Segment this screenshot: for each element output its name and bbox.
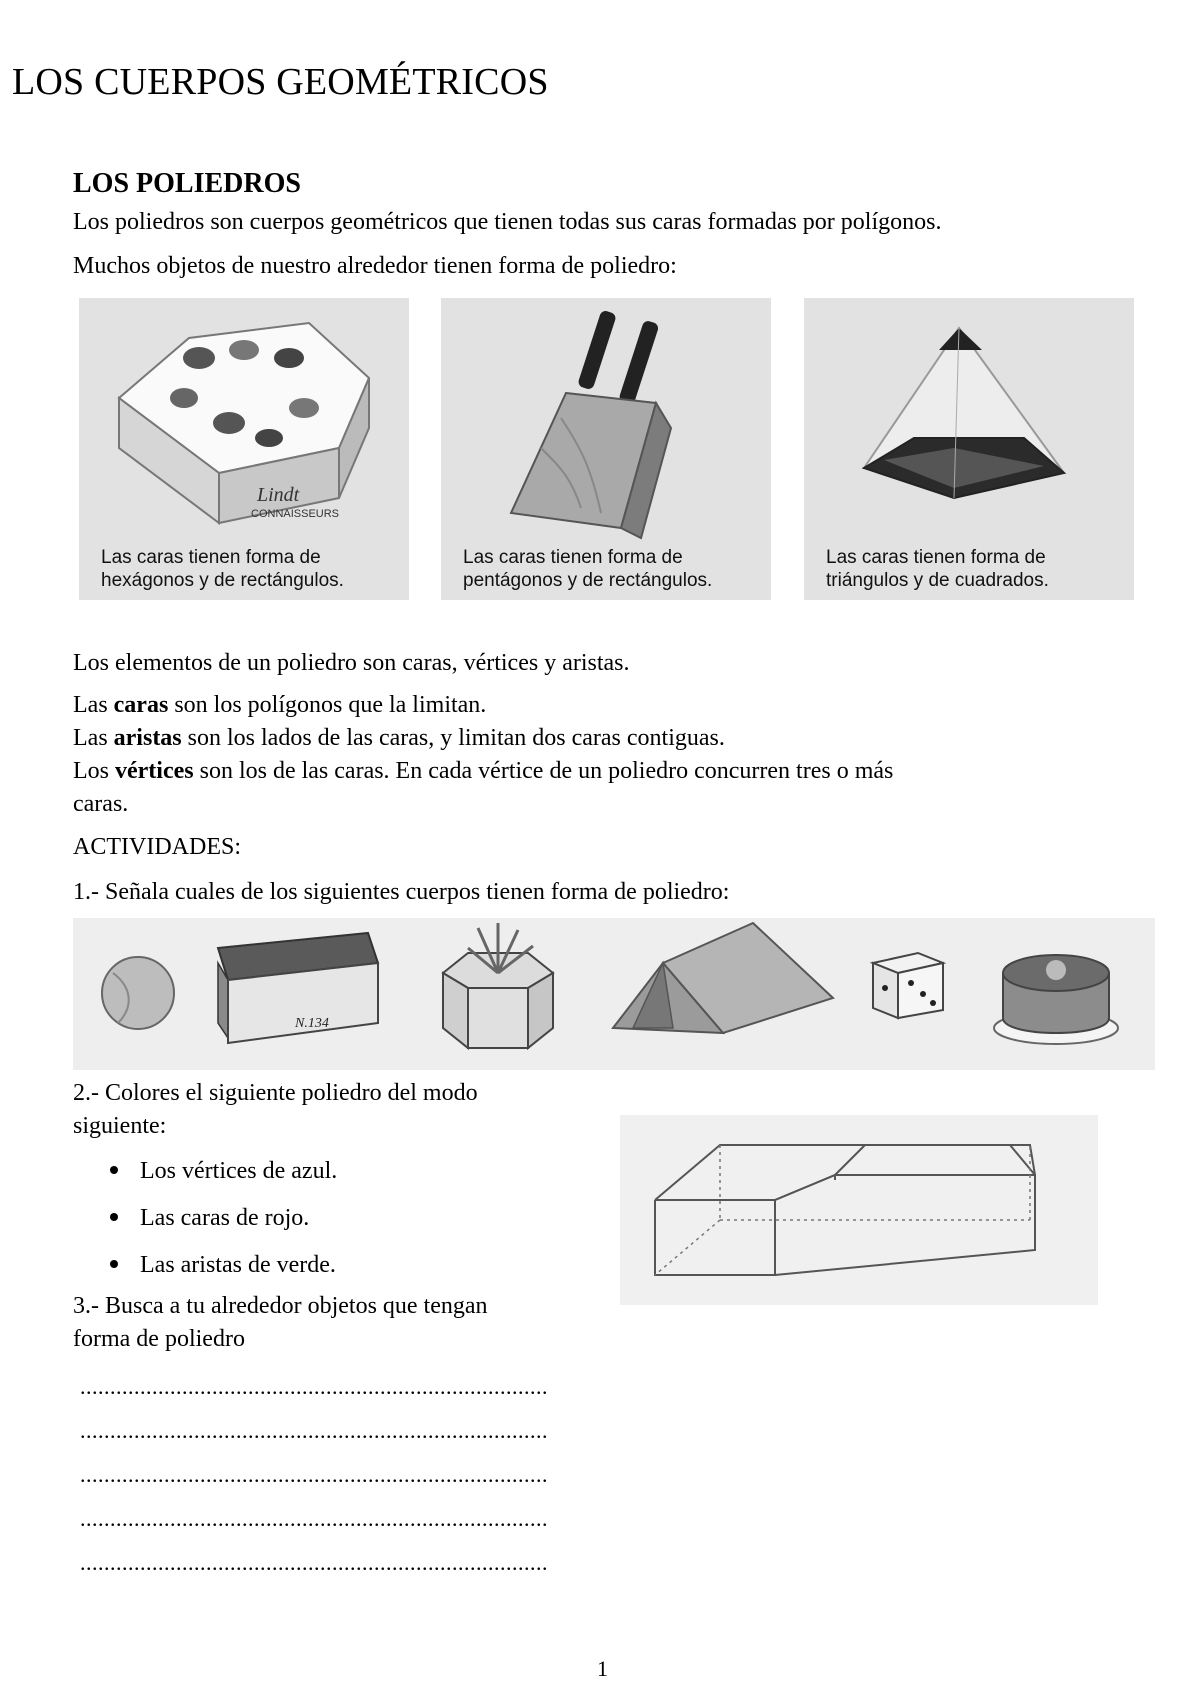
question-2-line: siguiente: — [73, 1113, 167, 1139]
question-3-line: 3.- Busca a tu alrededor objetos que tengan — [73, 1293, 488, 1319]
photo-knife-block — [441, 298, 771, 600]
text-fragment: son los de las caras. En cada vértice de un poliedro concurren tres o más — [193, 758, 894, 784]
vertices-definition-cont: caras. — [73, 791, 129, 817]
caption-line: pentágonos y de rectángulos. — [463, 570, 713, 591]
caption-line: Las caras tienen forma de — [826, 547, 1046, 568]
term-aristas: aristas — [113, 725, 182, 751]
bullet-dot — [110, 1213, 118, 1221]
photo-pyramid — [804, 298, 1134, 600]
bullet-text: Las caras de rojo. — [140, 1205, 310, 1231]
question-3 — [73, 1290, 488, 1356]
answer-line[interactable]: .............................................................................. — [80, 1374, 548, 1399]
answer-line[interactable]: .............................................................................. — [80, 1418, 548, 1443]
brand-subtitle-text: CONNAISSEURS — [251, 508, 340, 520]
die-object — [873, 953, 943, 1018]
bullet-item — [110, 1158, 337, 1185]
definition-text: Los poliedros son cuerpos geométricos que tienen todas sus caras formadas por polígonos. — [73, 209, 942, 235]
tent-object — [613, 923, 833, 1033]
caras-definition — [73, 689, 486, 722]
ball-object — [102, 957, 174, 1029]
page-title: LOS CUERPOS GEOMÉTRICOS — [12, 61, 549, 103]
question-3-line: forma de poliedro — [73, 1326, 245, 1352]
answer-line[interactable]: .............................................................................. — [80, 1550, 548, 1575]
bullet-dot — [110, 1260, 118, 1268]
page-number: 1 — [597, 1656, 608, 1681]
bullet-item — [110, 1205, 309, 1232]
question-1: 1.- Señala cuales de los siguientes cuerpos tienen forma de poliedro: — [73, 879, 730, 905]
caption-line: Las caras tienen forma de — [463, 547, 683, 568]
bullet-text: Los vértices de azul. — [140, 1158, 338, 1184]
brand-logo-text: Lindt — [257, 484, 300, 506]
objects-illustration — [73, 918, 1155, 1070]
vertices-definition — [73, 755, 893, 788]
term-vertices: vértices — [115, 758, 194, 784]
answer-line[interactable]: .............................................................................. — [80, 1462, 548, 1487]
photo-caption — [826, 546, 1126, 592]
activities-heading: ACTIVIDADES: — [73, 834, 241, 860]
text-fragment: Las — [73, 692, 114, 718]
bullet-dot — [110, 1166, 118, 1174]
examples-intro: Muchos objetos de nuestro alrededor tienen forma de poliedro: — [73, 253, 677, 279]
caption-line: Las caras tienen forma de — [101, 547, 321, 568]
caption-line: hexágonos y de rectángulos. — [101, 570, 344, 591]
cake-object — [994, 955, 1118, 1044]
photo-caption — [101, 546, 401, 592]
text-fragment: Las — [73, 725, 114, 751]
shoe-box-label: N.134 — [295, 1016, 329, 1031]
text-fragment: son los polígonos que la limitan. — [168, 692, 487, 718]
caption-line: triángulos y de cuadrados. — [826, 570, 1049, 591]
bullet-item — [110, 1252, 336, 1279]
bullet-text: Las aristas de verde. — [140, 1252, 336, 1278]
answer-line[interactable]: .............................................................................. — [80, 1506, 548, 1531]
objects-strip — [73, 918, 1155, 1070]
text-fragment: son los lados de las caras, y limitan dos caras contiguas. — [181, 725, 725, 751]
section-heading: LOS POLIEDROS — [73, 168, 301, 199]
question-2-line: 2.- Colores el siguiente poliedro del modo — [73, 1080, 478, 1106]
aristas-definition — [73, 722, 725, 755]
text-fragment: Los — [73, 758, 115, 784]
photo-caption — [463, 546, 763, 592]
l-shaped-polyhedron-figure[interactable] — [620, 1115, 1098, 1305]
elements-intro: Los elementos de un poliedro son caras, vértices y aristas. — [73, 650, 630, 676]
polyhedron-drawing — [620, 1115, 1098, 1305]
question-2 — [73, 1077, 478, 1143]
hexagonal-planter-object — [443, 923, 553, 1048]
term-caras: caras — [113, 692, 169, 718]
photo-chocolate-box — [79, 298, 409, 600]
